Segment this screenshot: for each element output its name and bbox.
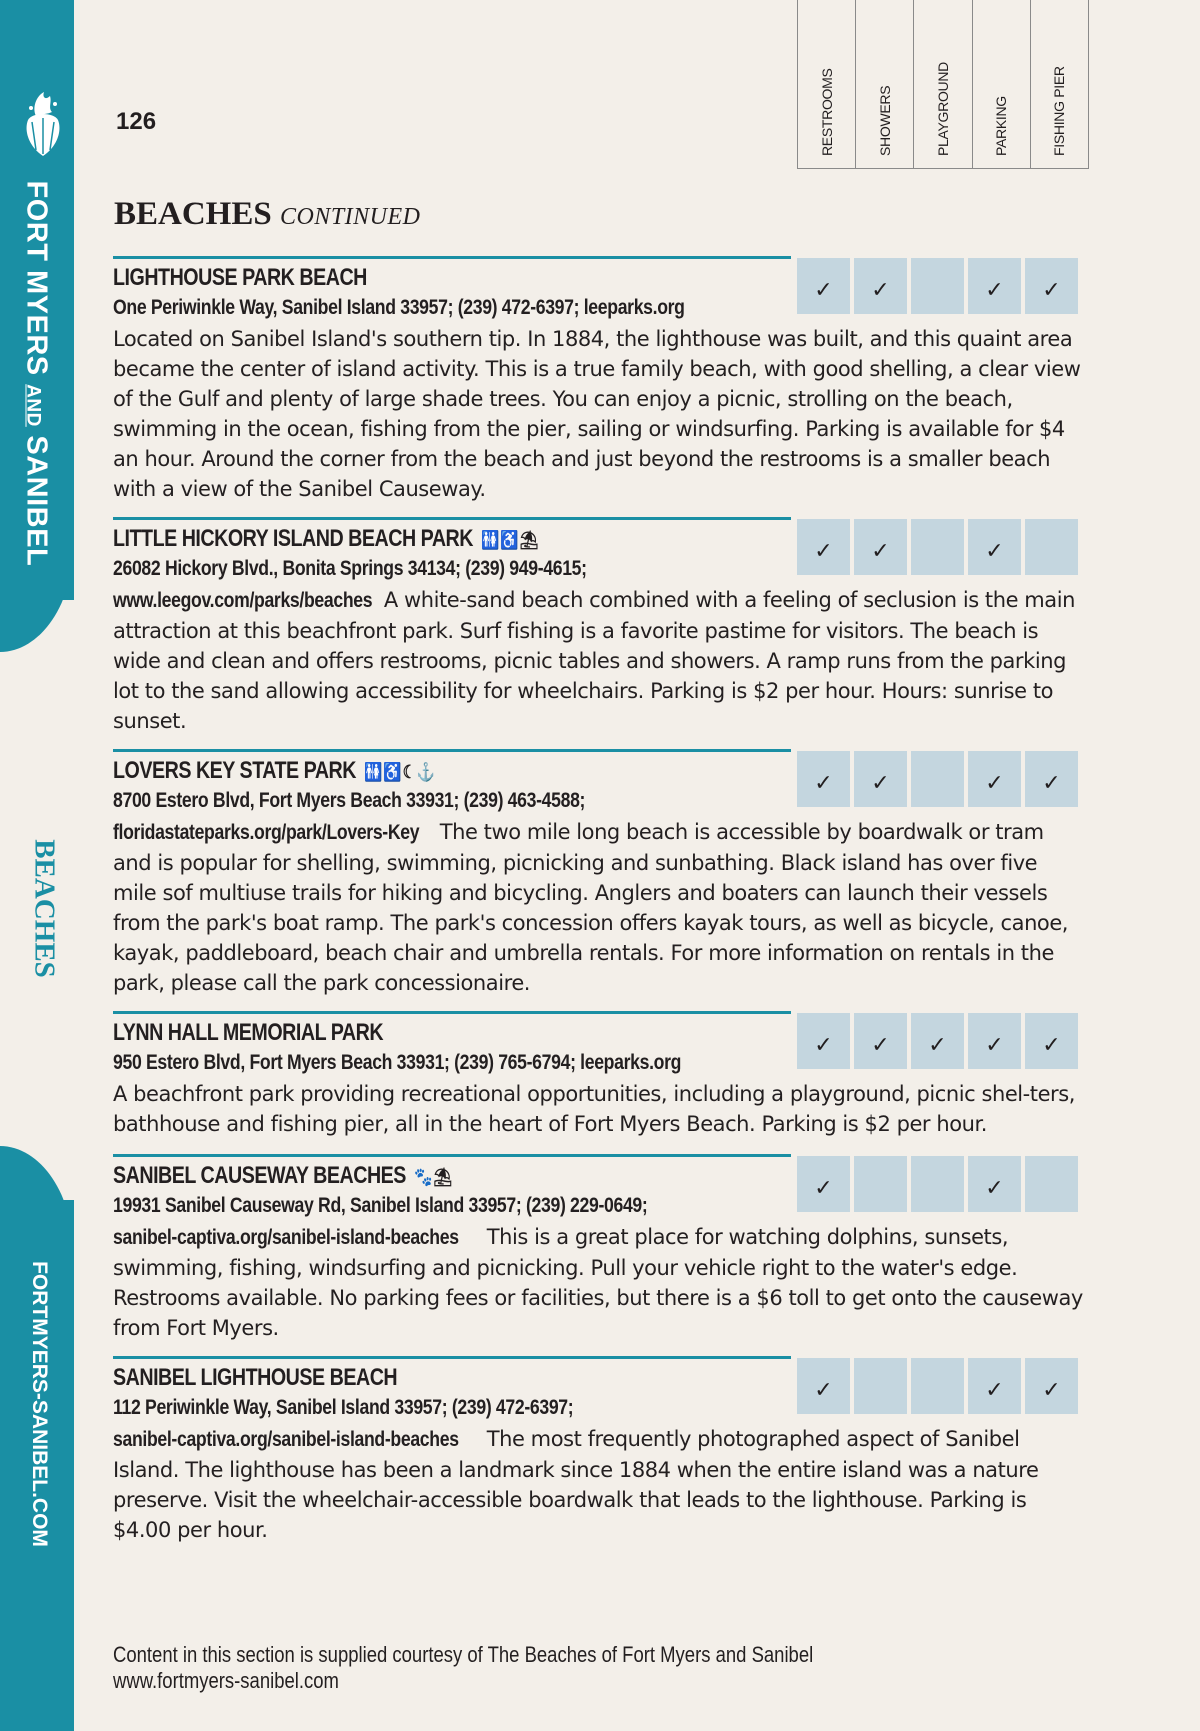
entry-name	[113, 757, 436, 785]
amenity-check-box	[854, 519, 907, 575]
check-mark-icon: ✓	[985, 1377, 1004, 1402]
check-mark-icon: ✓	[985, 770, 1004, 795]
amenity-check-box	[968, 519, 1021, 575]
sidebar-brand-title	[20, 180, 53, 567]
amenity-check-box	[797, 258, 850, 314]
check-mark-icon: ✓	[985, 277, 1004, 302]
amenity-check-box	[911, 1156, 964, 1212]
entry-name	[113, 264, 367, 292]
amenity-check-box	[797, 1358, 850, 1414]
entry-name-text: LOVERS KEY STATE PARK	[113, 757, 357, 784]
entry-divider	[113, 1011, 791, 1014]
check-mark-icon: ✓	[1042, 1377, 1061, 1402]
check-mark-icon: ✓	[1042, 1032, 1061, 1057]
amenity-check-box	[854, 1013, 907, 1069]
check-mark-icon: ✓	[871, 277, 890, 302]
amenity-col-playground	[914, 0, 972, 168]
entry-divider	[113, 256, 791, 259]
entry-address: 8700 Estero Blvd, Fort Myers Beach 33931; (239) 463-4588;	[113, 789, 586, 812]
amenity-label: FISHING PIER	[1051, 66, 1068, 156]
entry-name-text: SANIBEL CAUSEWAY BEACHES	[113, 1162, 406, 1189]
section-title	[114, 196, 421, 233]
entry-description-text: This is a great place for watching dolphins, sunsets, swimming, fishing, windsurfing and picnicking. Pull your vehicle right to the water's edge. Restrooms available. No parking fees or facilities, but there is a $6 toll to get onto the causeway from Fort Myers.	[113, 1225, 1083, 1340]
amenity-header	[797, 0, 1089, 169]
entry-address: One Periwinkle Way, Sanibel Island 33957; (239) 472-6397; leeparks.org	[113, 296, 685, 319]
entry-description-text: The most frequently photographed aspect of Sanibel Island. The lighthouse has been a landmark since 1884 when the entire island was a nature preserve. Visit the wheelchair-accessible boardwalk that leads to the lighthouse. Parking is $4.00 per hour.	[113, 1427, 1039, 1542]
entry-name	[113, 1162, 453, 1190]
check-mark-icon: ✓	[814, 1175, 833, 1200]
entry-url[interactable]: floridastateparks.org/park/Lovers-Key	[113, 821, 420, 844]
entry-name	[113, 525, 539, 553]
entry-address: 950 Estero Blvd, Fort Myers Beach 33931; (239) 765-6794; leeparks.org	[113, 1051, 682, 1074]
section-title-continued: CONTINUED	[279, 204, 421, 230]
amenity-checks	[797, 1013, 1078, 1069]
amenity-check-box	[854, 258, 907, 314]
amenity-check-box	[1025, 1156, 1078, 1212]
entry-description	[113, 817, 1083, 998]
amenity-check-box	[968, 1156, 1021, 1212]
check-mark-icon: ✓	[814, 538, 833, 563]
amenity-label: PARKING	[993, 96, 1010, 156]
section-title-text: BEACHES	[114, 196, 272, 232]
check-mark-icon: ✓	[928, 1032, 947, 1057]
entry-description	[113, 1424, 1083, 1545]
amenity-check-box	[854, 1358, 907, 1414]
amenity-check-box	[1025, 519, 1078, 575]
check-mark-icon: ✓	[985, 1175, 1004, 1200]
amenity-check-box	[1025, 1013, 1078, 1069]
amenity-check-box	[911, 1358, 964, 1414]
amenity-checks	[797, 258, 1078, 314]
amenity-check-box	[797, 1156, 850, 1212]
entry-name-text: LITTLE HICKORY ISLAND BEACH PARK	[113, 525, 474, 552]
amenity-check-box	[1025, 258, 1078, 314]
entry-description	[113, 585, 1083, 736]
check-mark-icon: ✓	[871, 538, 890, 563]
footer-credit-line: Content in this section is supplied courtesy of The Beaches of Fort Myers and Sanibel	[113, 1642, 814, 1667]
brand-text-1: FORT MYERS	[20, 180, 53, 385]
amenity-checks	[797, 1156, 1078, 1212]
amenity-icons: 🚻♿⛱	[481, 530, 540, 550]
amenity-label: SHOWERS	[876, 85, 893, 156]
entry-name-text: SANIBEL LIGHTHOUSE BEACH	[113, 1364, 398, 1391]
entry-description-text: Located on Sanibel Island's southern tip. In 1884, the lighthouse was built, and this quaint area became the center of island activity. This is a true family beach, with good shelling, a clear view of the Gulf and plenty of large shade trees. You can enjoy a picnic, strolling on the beach, swimming in the ocean, fishing from the pier, sailing or windsurfing. Parking is available for $4 an hour. Around the corner from the beach and just beyond the restrooms is a smaller beach with a view of the Sanibel Causeway.	[113, 327, 1081, 501]
entry-name	[113, 1364, 397, 1392]
check-mark-icon: ✓	[985, 538, 1004, 563]
amenity-checks	[797, 751, 1078, 807]
footer-website: www.fortmyers-sanibel.com	[113, 1668, 339, 1693]
amenity-check-box	[854, 751, 907, 807]
amenity-check-box	[968, 258, 1021, 314]
amenity-check-box	[968, 1358, 1021, 1414]
amenity-checks	[797, 519, 1078, 575]
brand-text-2: SANIBEL	[20, 426, 53, 567]
entry-name-text: LIGHTHOUSE PARK BEACH	[113, 264, 367, 291]
check-mark-icon: ✓	[1042, 770, 1061, 795]
entry-divider	[113, 517, 791, 520]
brand-text-and: AND	[22, 384, 44, 427]
entry-address: 19931 Sanibel Causeway Rd, Sanibel Island 33957; (239) 229-0649;	[113, 1194, 648, 1217]
entry-name-text: LYNN HALL MEMORIAL PARK	[113, 1019, 384, 1046]
entry-url[interactable]: sanibel-captiva.org/sanibel-island-beaches	[113, 1428, 459, 1451]
page-number: 126	[116, 108, 157, 135]
entry-url[interactable]: sanibel-captiva.org/sanibel-island-beaches	[113, 1226, 459, 1249]
amenity-check-box	[1025, 751, 1078, 807]
amenity-check-box	[797, 1013, 850, 1069]
check-mark-icon: ✓	[814, 277, 833, 302]
amenity-icons: 🐾⛱	[414, 1167, 453, 1187]
entry-description	[113, 1079, 1083, 1139]
seashell-logo-icon	[22, 86, 64, 158]
amenity-check-box	[911, 1013, 964, 1069]
entry-description-text: A beachfront park providing recreational opportunities, including a playground, picnic shel-ters, bathhouse and fishing pier, all in the heart of Fort Myers Beach. Parking is $2 per hour.	[113, 1082, 1075, 1136]
entry-name	[113, 1019, 383, 1047]
check-mark-icon: ✓	[1042, 277, 1061, 302]
amenity-col-showers	[856, 0, 914, 168]
amenity-check-box	[911, 751, 964, 807]
amenity-check-box	[854, 1156, 907, 1212]
check-mark-icon: ✓	[871, 770, 890, 795]
check-mark-icon: ✓	[871, 1032, 890, 1057]
amenity-col-restrooms	[798, 0, 856, 168]
amenity-col-fishing-pier	[1031, 0, 1088, 168]
amenity-icons: 🚻♿☾⚓	[364, 762, 436, 782]
amenity-check-box	[968, 751, 1021, 807]
footer-credit	[113, 1642, 813, 1694]
amenity-checks	[797, 1358, 1078, 1414]
entry-url[interactable]: www.leegov.com/parks/beaches	[113, 589, 373, 612]
entry-divider	[113, 1154, 791, 1157]
entry-address: 26082 Hickory Blvd., Bonita Springs 34134; (239) 949-4615;	[113, 557, 587, 580]
amenity-check-box	[911, 519, 964, 575]
entry-description	[113, 324, 1083, 504]
entry-address: 112 Periwinkle Way, Sanibel Island 33957; (239) 472-6397;	[113, 1396, 574, 1419]
entry-divider	[113, 749, 791, 752]
amenity-label: RESTROOMS	[818, 68, 835, 156]
entry-description-text: The two mile long beach is accessible by boardwalk or tram and is popular for shelling, swimming, picnicking and sunbathing. Black island has over five mile sof multiuse trails for hiking and bicycling. Anglers and boaters can launch their vessels from the park's boat ramp. The park's concession offers kayak tours, as well as bicycle, canoe, kayak, paddleboard, beach chair and umbrella rentals. For more information on rentals in the park, please call the park concessionaire.	[113, 820, 1069, 995]
entry-description	[113, 1222, 1083, 1343]
amenity-check-box	[968, 1013, 1021, 1069]
entry-description-text: A white-sand beach combined with a feeling of seclusion is the main attraction at this beachfront park. Surf fishing is a favorite pastime for visitors. The beach is wide and clean and offers restrooms, picnic tables and showers. A ramp runs from the parking lot to the sand allowing accessibility for wheelchairs. Parking is $2 per hour. Hours: sunrise to sunset.	[113, 588, 1075, 733]
amenity-check-box	[911, 258, 964, 314]
amenity-check-box	[1025, 1358, 1078, 1414]
amenity-check-box	[797, 519, 850, 575]
check-mark-icon: ✓	[814, 1032, 833, 1057]
entry-divider	[113, 1356, 791, 1359]
check-mark-icon: ✓	[814, 770, 833, 795]
amenity-label: PLAYGROUND	[935, 62, 951, 156]
amenity-check-box	[797, 751, 850, 807]
check-mark-icon: ✓	[985, 1032, 1004, 1057]
amenity-col-parking	[973, 0, 1031, 168]
sidebar-website: FORTMYERS-SANIBEL.COM	[28, 1261, 51, 1547]
sidebar-section-label: BEACHES	[28, 839, 61, 978]
check-mark-icon: ✓	[814, 1377, 833, 1402]
